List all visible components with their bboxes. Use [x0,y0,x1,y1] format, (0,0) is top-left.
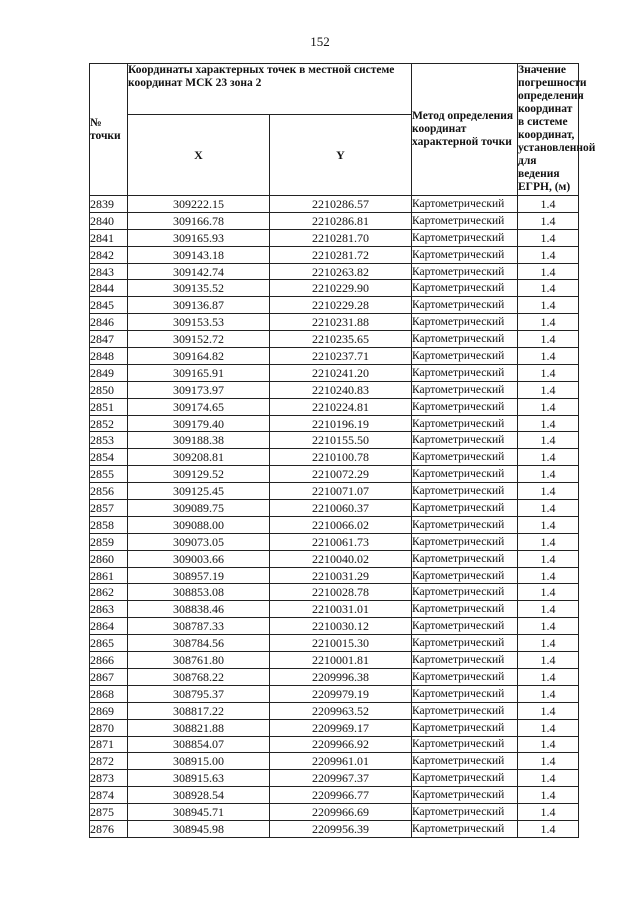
point-number-cell: 2859 [90,533,128,550]
accuracy-cell: 1.4 [518,719,579,736]
header-coordinates: Координаты характерных точек в местной системе координат МСК 23 зона 2 [128,64,412,115]
x-cell: 309165.91 [128,364,270,381]
table-row [90,770,579,787]
point-number-cell: 2847 [90,331,128,348]
x-cell: 309135.52 [128,280,270,297]
accuracy-cell: 1.4 [518,668,579,685]
accuracy-cell: 1.4 [518,584,579,601]
point-number-cell: 2863 [90,601,128,618]
accuracy-cell: 1.4 [518,483,579,500]
point-number-cell: 2866 [90,652,128,669]
y-cell: 2210224.81 [270,398,412,415]
point-number-cell: 2875 [90,804,128,821]
y-cell: 2210072.29 [270,466,412,483]
x-cell: 308768.22 [128,668,270,685]
y-cell: 2209961.01 [270,753,412,770]
accuracy-cell: 1.4 [518,550,579,567]
table-row [90,820,579,837]
x-cell: 308784.56 [128,635,270,652]
accuracy-cell: 1.4 [518,804,579,821]
x-cell: 309179.40 [128,415,270,432]
y-cell: 2210030.12 [270,618,412,635]
y-cell: 2210031.01 [270,601,412,618]
method-cell: Картометрический [412,280,518,297]
x-cell: 309142.74 [128,263,270,280]
table-body [90,196,579,838]
method-cell: Картометрический [412,398,518,415]
point-number-cell: 2856 [90,483,128,500]
header-method: Метод определения координат характерной точки [412,64,518,196]
x-cell: 309188.38 [128,432,270,449]
point-number-cell: 2869 [90,702,128,719]
method-cell: Картометрический [412,652,518,669]
point-number-cell: 2843 [90,263,128,280]
table-row [90,567,579,584]
header-y: Y [270,115,412,196]
table-row [90,364,579,381]
x-cell: 309174.65 [128,398,270,415]
table-row [90,652,579,669]
x-cell: 309088.00 [128,516,270,533]
table-row [90,331,579,348]
y-cell: 2210286.57 [270,196,412,213]
y-cell: 2210015.30 [270,635,412,652]
point-number-cell: 2868 [90,685,128,702]
point-number-cell: 2874 [90,787,128,804]
point-number-cell: 2841 [90,229,128,246]
x-cell: 309089.75 [128,500,270,517]
coordinates-table [89,63,596,838]
x-cell: 309003.66 [128,550,270,567]
accuracy-cell: 1.4 [518,415,579,432]
method-cell: Картометрический [412,567,518,584]
table-row [90,685,579,702]
table-row [90,263,579,280]
x-cell: 308821.88 [128,719,270,736]
method-cell: Картометрический [412,246,518,263]
accuracy-cell: 1.4 [518,601,579,618]
method-cell: Картометрический [412,533,518,550]
accuracy-cell: 1.4 [518,770,579,787]
x-cell: 309152.72 [128,331,270,348]
table-row [90,753,579,770]
accuracy-cell: 1.4 [518,381,579,398]
y-cell: 2210235.65 [270,331,412,348]
accuracy-cell: 1.4 [518,500,579,517]
method-cell: Картометрический [412,787,518,804]
accuracy-cell: 1.4 [518,466,579,483]
y-cell: 2210155.50 [270,432,412,449]
x-cell: 309173.97 [128,381,270,398]
y-cell: 2209966.92 [270,736,412,753]
x-cell: 308915.63 [128,770,270,787]
accuracy-cell: 1.4 [518,297,579,314]
method-cell: Картометрический [412,736,518,753]
point-number-cell: 2865 [90,635,128,652]
method-cell: Картометрический [412,618,518,635]
point-number-cell: 2853 [90,432,128,449]
y-cell: 2210066.02 [270,516,412,533]
accuracy-cell: 1.4 [518,820,579,837]
method-cell: Картометрический [412,770,518,787]
y-cell: 2210281.72 [270,246,412,263]
table-row [90,804,579,821]
y-cell: 2210231.88 [270,314,412,331]
point-number-cell: 2840 [90,212,128,229]
point-number-cell: 2851 [90,398,128,415]
y-cell: 2210071.07 [270,483,412,500]
method-cell: Картометрический [412,196,518,213]
x-cell: 309222.15 [128,196,270,213]
point-number-cell: 2867 [90,668,128,685]
point-number-cell: 2864 [90,618,128,635]
accuracy-cell: 1.4 [518,196,579,213]
table-row [90,500,579,517]
table-row [90,466,579,483]
x-cell: 308838.46 [128,601,270,618]
y-cell: 2210281.70 [270,229,412,246]
y-cell: 2209996.38 [270,668,412,685]
point-number-cell: 2870 [90,719,128,736]
y-cell: 2210060.37 [270,500,412,517]
point-number-cell: 2871 [90,736,128,753]
table-row [90,297,579,314]
method-cell: Картометрический [412,381,518,398]
table-row [90,533,579,550]
table-row [90,196,579,213]
x-cell: 308787.33 [128,618,270,635]
x-cell: 308945.71 [128,804,270,821]
method-cell: Картометрический [412,415,518,432]
point-number-cell: 2848 [90,348,128,365]
table-row [90,381,579,398]
y-cell: 2210028.78 [270,584,412,601]
y-cell: 2209966.69 [270,804,412,821]
accuracy-cell: 1.4 [518,432,579,449]
y-cell: 2210031.29 [270,567,412,584]
table-row [90,635,579,652]
method-cell: Картометрический [412,702,518,719]
point-number-cell: 2839 [90,196,128,213]
table-row [90,584,579,601]
accuracy-cell: 1.4 [518,263,579,280]
y-cell: 2210061.73 [270,533,412,550]
method-cell: Картометрический [412,685,518,702]
method-cell: Картометрический [412,466,518,483]
accuracy-cell: 1.4 [518,753,579,770]
point-number-cell: 2861 [90,567,128,584]
x-cell: 308957.19 [128,567,270,584]
y-cell: 2210229.90 [270,280,412,297]
method-cell: Картометрический [412,432,518,449]
table-row [90,483,579,500]
x-cell: 309166.78 [128,212,270,229]
y-cell: 2209956.39 [270,820,412,837]
point-number-cell: 2862 [90,584,128,601]
x-cell: 309143.18 [128,246,270,263]
table-row [90,398,579,415]
x-cell: 309125.45 [128,483,270,500]
method-cell: Картометрический [412,635,518,652]
table-row [90,449,579,466]
x-cell: 309165.93 [128,229,270,246]
method-cell: Картометрический [412,601,518,618]
x-cell: 308945.98 [128,820,270,837]
y-cell: 2209966.77 [270,787,412,804]
point-number-cell: 2854 [90,449,128,466]
method-cell: Картометрический [412,516,518,533]
method-cell: Картометрический [412,364,518,381]
header-accuracy: Значение погрешности определения координат в системе координат, установленной для ведения ЕГРН, (м) [518,64,579,196]
method-cell: Картометрический [412,331,518,348]
accuracy-cell: 1.4 [518,348,579,365]
accuracy-cell: 1.4 [518,652,579,669]
accuracy-cell: 1.4 [518,618,579,635]
table-row [90,736,579,753]
x-cell: 308795.37 [128,685,270,702]
x-cell: 309136.87 [128,297,270,314]
point-number-cell: 2872 [90,753,128,770]
accuracy-cell: 1.4 [518,229,579,246]
point-number-cell: 2873 [90,770,128,787]
y-cell: 2210286.81 [270,212,412,229]
point-number-cell: 2876 [90,820,128,837]
table-row [90,415,579,432]
accuracy-cell: 1.4 [518,533,579,550]
table-row [90,550,579,567]
table-row [90,314,579,331]
accuracy-cell: 1.4 [518,364,579,381]
table-row [90,601,579,618]
accuracy-cell: 1.4 [518,331,579,348]
table-row [90,348,579,365]
x-cell: 308928.54 [128,787,270,804]
x-cell: 308854.07 [128,736,270,753]
y-cell: 2210196.19 [270,415,412,432]
method-cell: Картометрический [412,212,518,229]
point-number-cell: 2849 [90,364,128,381]
x-cell: 309153.53 [128,314,270,331]
y-cell: 2210240.83 [270,381,412,398]
y-cell: 2210229.28 [270,297,412,314]
x-cell: 309073.05 [128,533,270,550]
point-number-cell: 2860 [90,550,128,567]
table-row [90,280,579,297]
x-cell: 308853.08 [128,584,270,601]
method-cell: Картометрический [412,820,518,837]
header-x: X [128,115,270,196]
point-number-cell: 2846 [90,314,128,331]
method-cell: Картометрический [412,263,518,280]
accuracy-cell: 1.4 [518,702,579,719]
table-row [90,702,579,719]
method-cell: Картометрический [412,753,518,770]
method-cell: Картометрический [412,550,518,567]
method-cell: Картометрический [412,483,518,500]
accuracy-cell: 1.4 [518,685,579,702]
x-cell: 308915.00 [128,753,270,770]
table-row [90,229,579,246]
table-row [90,432,579,449]
x-cell: 309164.82 [128,348,270,365]
accuracy-cell: 1.4 [518,449,579,466]
accuracy-cell: 1.4 [518,635,579,652]
y-cell: 2209979.19 [270,685,412,702]
y-cell: 2209963.52 [270,702,412,719]
accuracy-cell: 1.4 [518,567,579,584]
point-number-cell: 2852 [90,415,128,432]
x-cell: 309208.81 [128,449,270,466]
point-number-cell: 2845 [90,297,128,314]
y-cell: 2209969.17 [270,719,412,736]
y-cell: 2210100.78 [270,449,412,466]
method-cell: Картометрический [412,348,518,365]
method-cell: Картометрический [412,449,518,466]
x-cell: 309129.52 [128,466,270,483]
point-number-cell: 2844 [90,280,128,297]
accuracy-cell: 1.4 [518,787,579,804]
y-cell: 2210263.82 [270,263,412,280]
point-number-cell: 2857 [90,500,128,517]
table-row [90,618,579,635]
method-cell: Картометрический [412,668,518,685]
table-row [90,212,579,229]
point-number-cell: 2858 [90,516,128,533]
method-cell: Картометрический [412,584,518,601]
point-number-cell: 2850 [90,381,128,398]
point-number-cell: 2855 [90,466,128,483]
method-cell: Картометрический [412,719,518,736]
page-number: 152 [310,34,330,49]
y-cell: 2210040.02 [270,550,412,567]
accuracy-cell: 1.4 [518,246,579,263]
point-number-cell: 2842 [90,246,128,263]
y-cell: 2210237.71 [270,348,412,365]
method-cell: Картометрический [412,500,518,517]
table-row [90,787,579,804]
accuracy-cell: 1.4 [518,516,579,533]
accuracy-cell: 1.4 [518,736,579,753]
method-cell: Картометрический [412,297,518,314]
method-cell: Картометрический [412,314,518,331]
table-row [90,668,579,685]
accuracy-cell: 1.4 [518,314,579,331]
x-cell: 308761.80 [128,652,270,669]
method-cell: Картометрический [412,229,518,246]
y-cell: 2210241.20 [270,364,412,381]
y-cell: 2210001.81 [270,652,412,669]
y-cell: 2209967.37 [270,770,412,787]
table-row [90,246,579,263]
table-row [90,719,579,736]
header-point-number: № точки [90,64,128,196]
table-row [90,516,579,533]
accuracy-cell: 1.4 [518,398,579,415]
accuracy-cell: 1.4 [518,280,579,297]
x-cell: 308817.22 [128,702,270,719]
accuracy-cell: 1.4 [518,212,579,229]
method-cell: Картометрический [412,804,518,821]
